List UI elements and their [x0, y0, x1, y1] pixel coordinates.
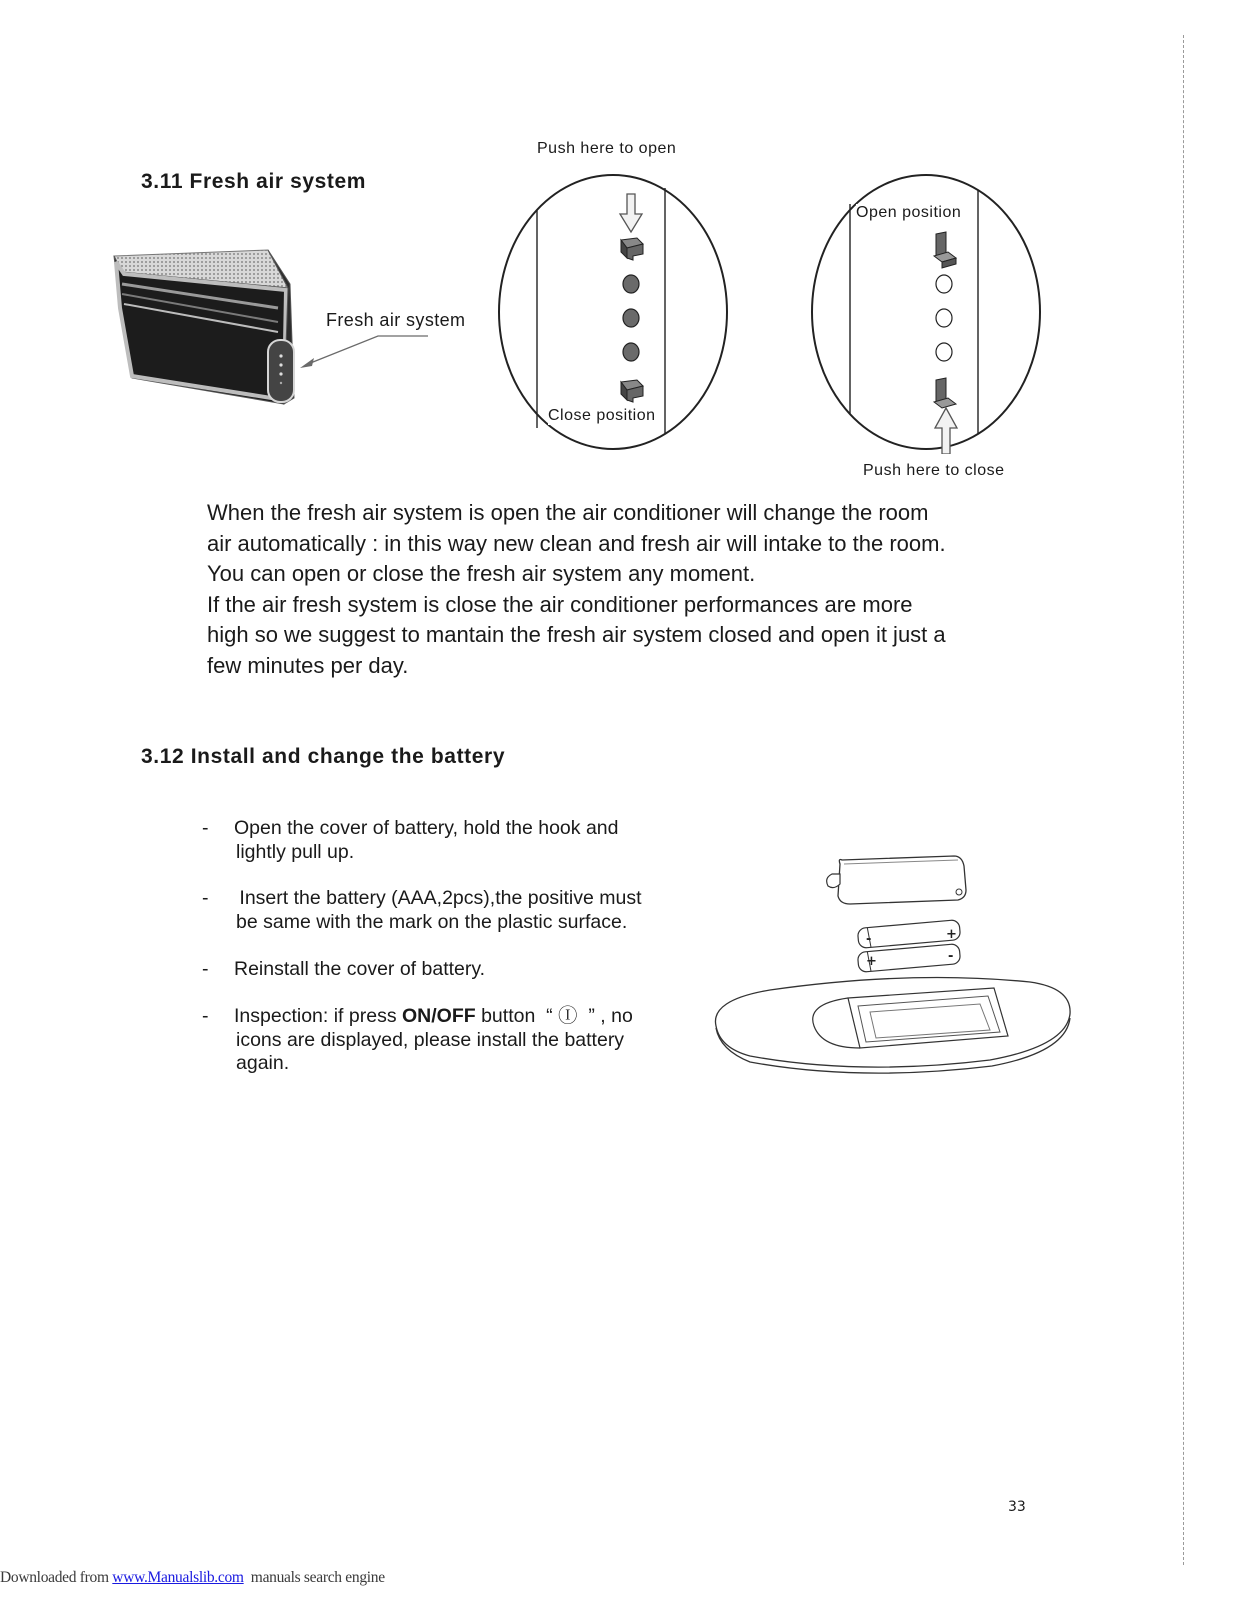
bullet-text: Inspection: if press [234, 1005, 402, 1027]
bullet-dash: - [202, 1005, 209, 1027]
air-conditioner-illustration [108, 248, 308, 428]
bullet-line: Reinstall the cover of battery. [234, 958, 486, 980]
close-position-label: Close position [548, 407, 656, 424]
paragraph-line: few minutes per day. [207, 652, 409, 678]
page-number: 33 [1008, 1499, 1026, 1515]
bullet-dash: - [202, 817, 209, 839]
bullet-line: Insert the battery (AAA,2pcs),the positive must [234, 887, 642, 909]
fresh-air-description [207, 498, 946, 681]
section-3-12-heading: 3.12 Install and change the battery [141, 745, 506, 768]
battery-minus-mark: - [866, 932, 872, 947]
battery-plus-mark: + [866, 954, 877, 969]
bullet-line [234, 1005, 633, 1029]
paragraph-line: If the air fresh system is close the air conditioner performances are more [207, 591, 913, 617]
bullet-text: button “ Ⓘ ” , no [475, 1005, 633, 1027]
remote-battery-illustration [710, 850, 1080, 1105]
bullet-line: lightly pull up. [236, 840, 355, 863]
download-footer [0, 1569, 385, 1587]
bullet-item [202, 817, 619, 864]
paragraph-line: When the fresh air system is open the air conditioner will change the room [207, 500, 929, 525]
battery-minus-mark: - [948, 949, 954, 964]
section-3-11-heading: 3.11 Fresh air system [141, 170, 367, 193]
push-here-to-open-label: Push here to open [537, 140, 677, 157]
bullet-line: be same with the mark on the plastic surface. [236, 910, 628, 933]
bullet-dash: - [202, 958, 209, 980]
bullet-line: Open the cover of battery, hold the hook and [234, 817, 619, 839]
manualslib-link[interactable]: www.Manualslib.com [112, 1569, 244, 1586]
paragraph-line: high so we suggest to mantain the fresh air system closed and open it just a [207, 622, 946, 647]
fresh-air-system-callout: Fresh air system [326, 310, 466, 330]
page-edge-dashed-line [1183, 35, 1184, 1565]
on-off-button-label: ON/OFF [402, 1005, 476, 1027]
bullet-item [202, 887, 642, 934]
bullet-line: again. [236, 1052, 290, 1074]
bullet-item [202, 1005, 633, 1076]
paragraph-line: You can open or close the fresh air system any moment. [207, 561, 756, 586]
battery-plus-mark: + [946, 927, 957, 942]
paragraph-line: air automatically : in this way new clean and fresh air will intake to the room. [207, 530, 946, 556]
bullet-line: icons are displayed, please install the battery [236, 1028, 625, 1051]
footer-suffix: manuals search engine [243, 1569, 385, 1586]
bullet-dash: - [202, 887, 209, 909]
footer-prefix: Downloaded from [0, 1569, 113, 1586]
open-position-label: Open position [856, 204, 962, 221]
callout-leader-line [290, 330, 440, 375]
push-here-to-close-label: Push here to close [863, 462, 1005, 479]
bullet-item [202, 958, 486, 982]
